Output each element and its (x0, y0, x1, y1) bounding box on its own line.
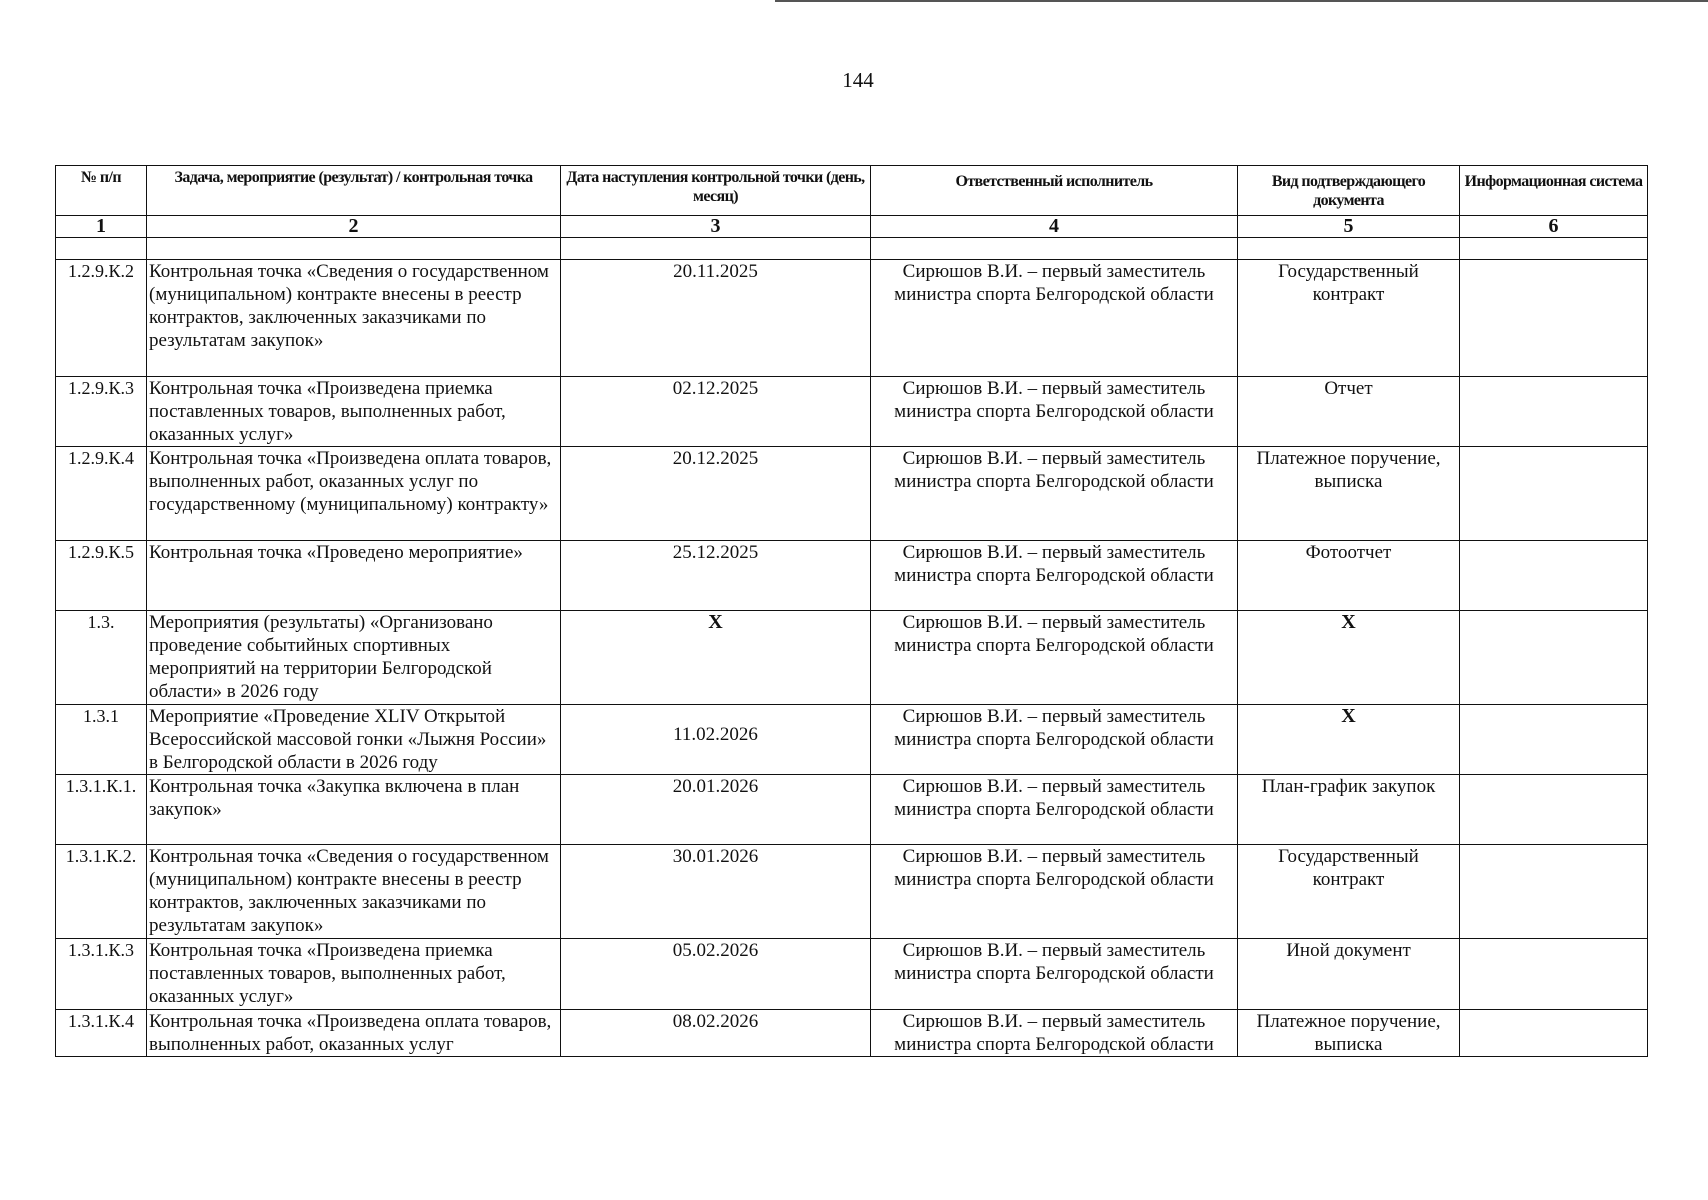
column-number: 4 (871, 216, 1238, 238)
row-number: 1.3.1.К.4 (56, 1010, 147, 1057)
column-number: 2 (147, 216, 561, 238)
row-document: X (1238, 705, 1460, 775)
table-row (56, 447, 1648, 541)
row-responsible: Сирюшов В.И. – первый заместитель министра спорта Белгородской области (871, 775, 1238, 845)
row-number: 1.2.9.К.2 (56, 260, 147, 377)
table-row (56, 775, 1648, 845)
header-row (56, 166, 1648, 216)
table-row (56, 260, 1648, 377)
row-number: 1.3.1.К.2. (56, 845, 147, 939)
row-date: 20.12.2025 (561, 447, 871, 541)
row-date: 30.01.2026 (561, 845, 871, 939)
row-task: Контрольная точка «Произведена приемка поставленных товаров, выполненных работ, оказанных услуг» (147, 377, 561, 447)
row-system (1460, 845, 1648, 939)
row-system (1460, 377, 1648, 447)
row-number: 1.3.1.К.1. (56, 775, 147, 845)
table-row (56, 377, 1648, 447)
row-date: 20.11.2025 (561, 260, 871, 377)
row-task: Контрольная точка «Проведено мероприятие» (147, 541, 561, 611)
row-date: 08.02.2026 (561, 1010, 871, 1057)
row-system (1460, 611, 1648, 705)
row-system (1460, 705, 1648, 775)
row-document: Государственный контракт (1238, 260, 1460, 377)
table-row (56, 541, 1648, 611)
row-number: 1.2.9.К.4 (56, 447, 147, 541)
header-responsible: Ответственный исполнитель (871, 166, 1238, 216)
row-task: Мероприятие «Проведение XLIV Открытой Всероссийской массовой гонки «Лыжня России» в Белгородской области в 2026 году (147, 705, 561, 775)
row-document: Фотоотчет (1238, 541, 1460, 611)
row-task: Контрольная точка «Сведения о государственном (муниципальном) контракте внесены в реестр контрактов, заключенных заказчиками по результатам закупок» (147, 845, 561, 939)
row-number: 1.3. (56, 611, 147, 705)
row-task: Контрольная точка «Сведения о государственном (муниципальном) контракте внесены в реестр контрактов, заключенных заказчиками по результатам закупок» (147, 260, 561, 377)
row-system (1460, 541, 1648, 611)
row-task: Мероприятия (результаты) «Организовано проведение событийных спортивных мероприятий на территории Белгородской области» в 2026 году (147, 611, 561, 705)
row-document: Платежное поручение, выписка (1238, 1010, 1460, 1057)
row-document: Государственный контракт (1238, 845, 1460, 939)
row-document: Платежное поручение, выписка (1238, 447, 1460, 541)
row-date: 20.01.2026 (561, 775, 871, 845)
row-task: Контрольная точка «Произведена приемка поставленных товаров, выполненных работ, оказанных услуг» (147, 939, 561, 1010)
row-document: Иной документ (1238, 939, 1460, 1010)
table-row (56, 611, 1648, 705)
row-date: 05.02.2026 (561, 939, 871, 1010)
row-responsible: Сирюшов В.И. – первый заместитель министра спорта Белгородской области (871, 541, 1238, 611)
row-number: 1.2.9.К.5 (56, 541, 147, 611)
column-number: 6 (1460, 216, 1648, 238)
header-number: № п/п (56, 166, 147, 216)
row-number: 1.3.1.К.3 (56, 939, 147, 1010)
row-number: 1.2.9.К.3 (56, 377, 147, 447)
row-task: Контрольная точка «Произведена оплата товаров, выполненных работ, оказанных услуг по государственному (муниципальному) контракту» (147, 447, 561, 541)
row-responsible: Сирюшов В.И. – первый заместитель министра спорта Белгородской области (871, 1010, 1238, 1057)
table-row (56, 1010, 1648, 1057)
header-task: Задача, мероприятие (результат) / контрольная точка (147, 166, 561, 216)
spacer-row (56, 238, 1648, 260)
row-responsible: Сирюшов В.И. – первый заместитель министра спорта Белгородской области (871, 377, 1238, 447)
row-system (1460, 939, 1648, 1010)
table-row (56, 845, 1648, 939)
column-number: 1 (56, 216, 147, 238)
column-number: 5 (1238, 216, 1460, 238)
row-document: Отчет (1238, 377, 1460, 447)
table-row (56, 939, 1648, 1010)
column-number-row (56, 216, 1648, 238)
row-responsible: Сирюшов В.И. – первый заместитель министра спорта Белгородской области (871, 705, 1238, 775)
column-number: 3 (561, 216, 871, 238)
row-system (1460, 1010, 1648, 1057)
table-row (56, 705, 1648, 775)
header-document: Вид подтверждающего документа (1238, 166, 1460, 216)
top-border-line (775, 0, 1708, 2)
row-date: X (561, 611, 871, 705)
row-date: 11.02.2026 (561, 705, 871, 775)
row-system (1460, 775, 1648, 845)
header-system: Информационная система (1460, 166, 1648, 216)
row-document: План-график закупок (1238, 775, 1460, 845)
row-task: Контрольная точка «Произведена оплата товаров, выполненных работ, оказанных услуг (147, 1010, 561, 1057)
control-points-table (55, 165, 1648, 1057)
header-date: Дата наступления контрольной точки (день, месяц) (561, 166, 871, 216)
page-number: 144 (842, 68, 874, 92)
row-document: X (1238, 611, 1460, 705)
row-responsible: Сирюшов В.И. – первый заместитель министра спорта Белгородской области (871, 939, 1238, 1010)
row-number: 1.3.1 (56, 705, 147, 775)
row-task: Контрольная точка «Закупка включена в план закупок» (147, 775, 561, 845)
row-responsible: Сирюшов В.И. – первый заместитель министра спорта Белгородской области (871, 611, 1238, 705)
row-date: 25.12.2025 (561, 541, 871, 611)
row-responsible: Сирюшов В.И. – первый заместитель министра спорта Белгородской области (871, 260, 1238, 377)
row-responsible: Сирюшов В.И. – первый заместитель министра спорта Белгородской области (871, 845, 1238, 939)
row-system (1460, 260, 1648, 377)
row-system (1460, 447, 1648, 541)
row-date: 02.12.2025 (561, 377, 871, 447)
row-responsible: Сирюшов В.И. – первый заместитель министра спорта Белгородской области (871, 447, 1238, 541)
